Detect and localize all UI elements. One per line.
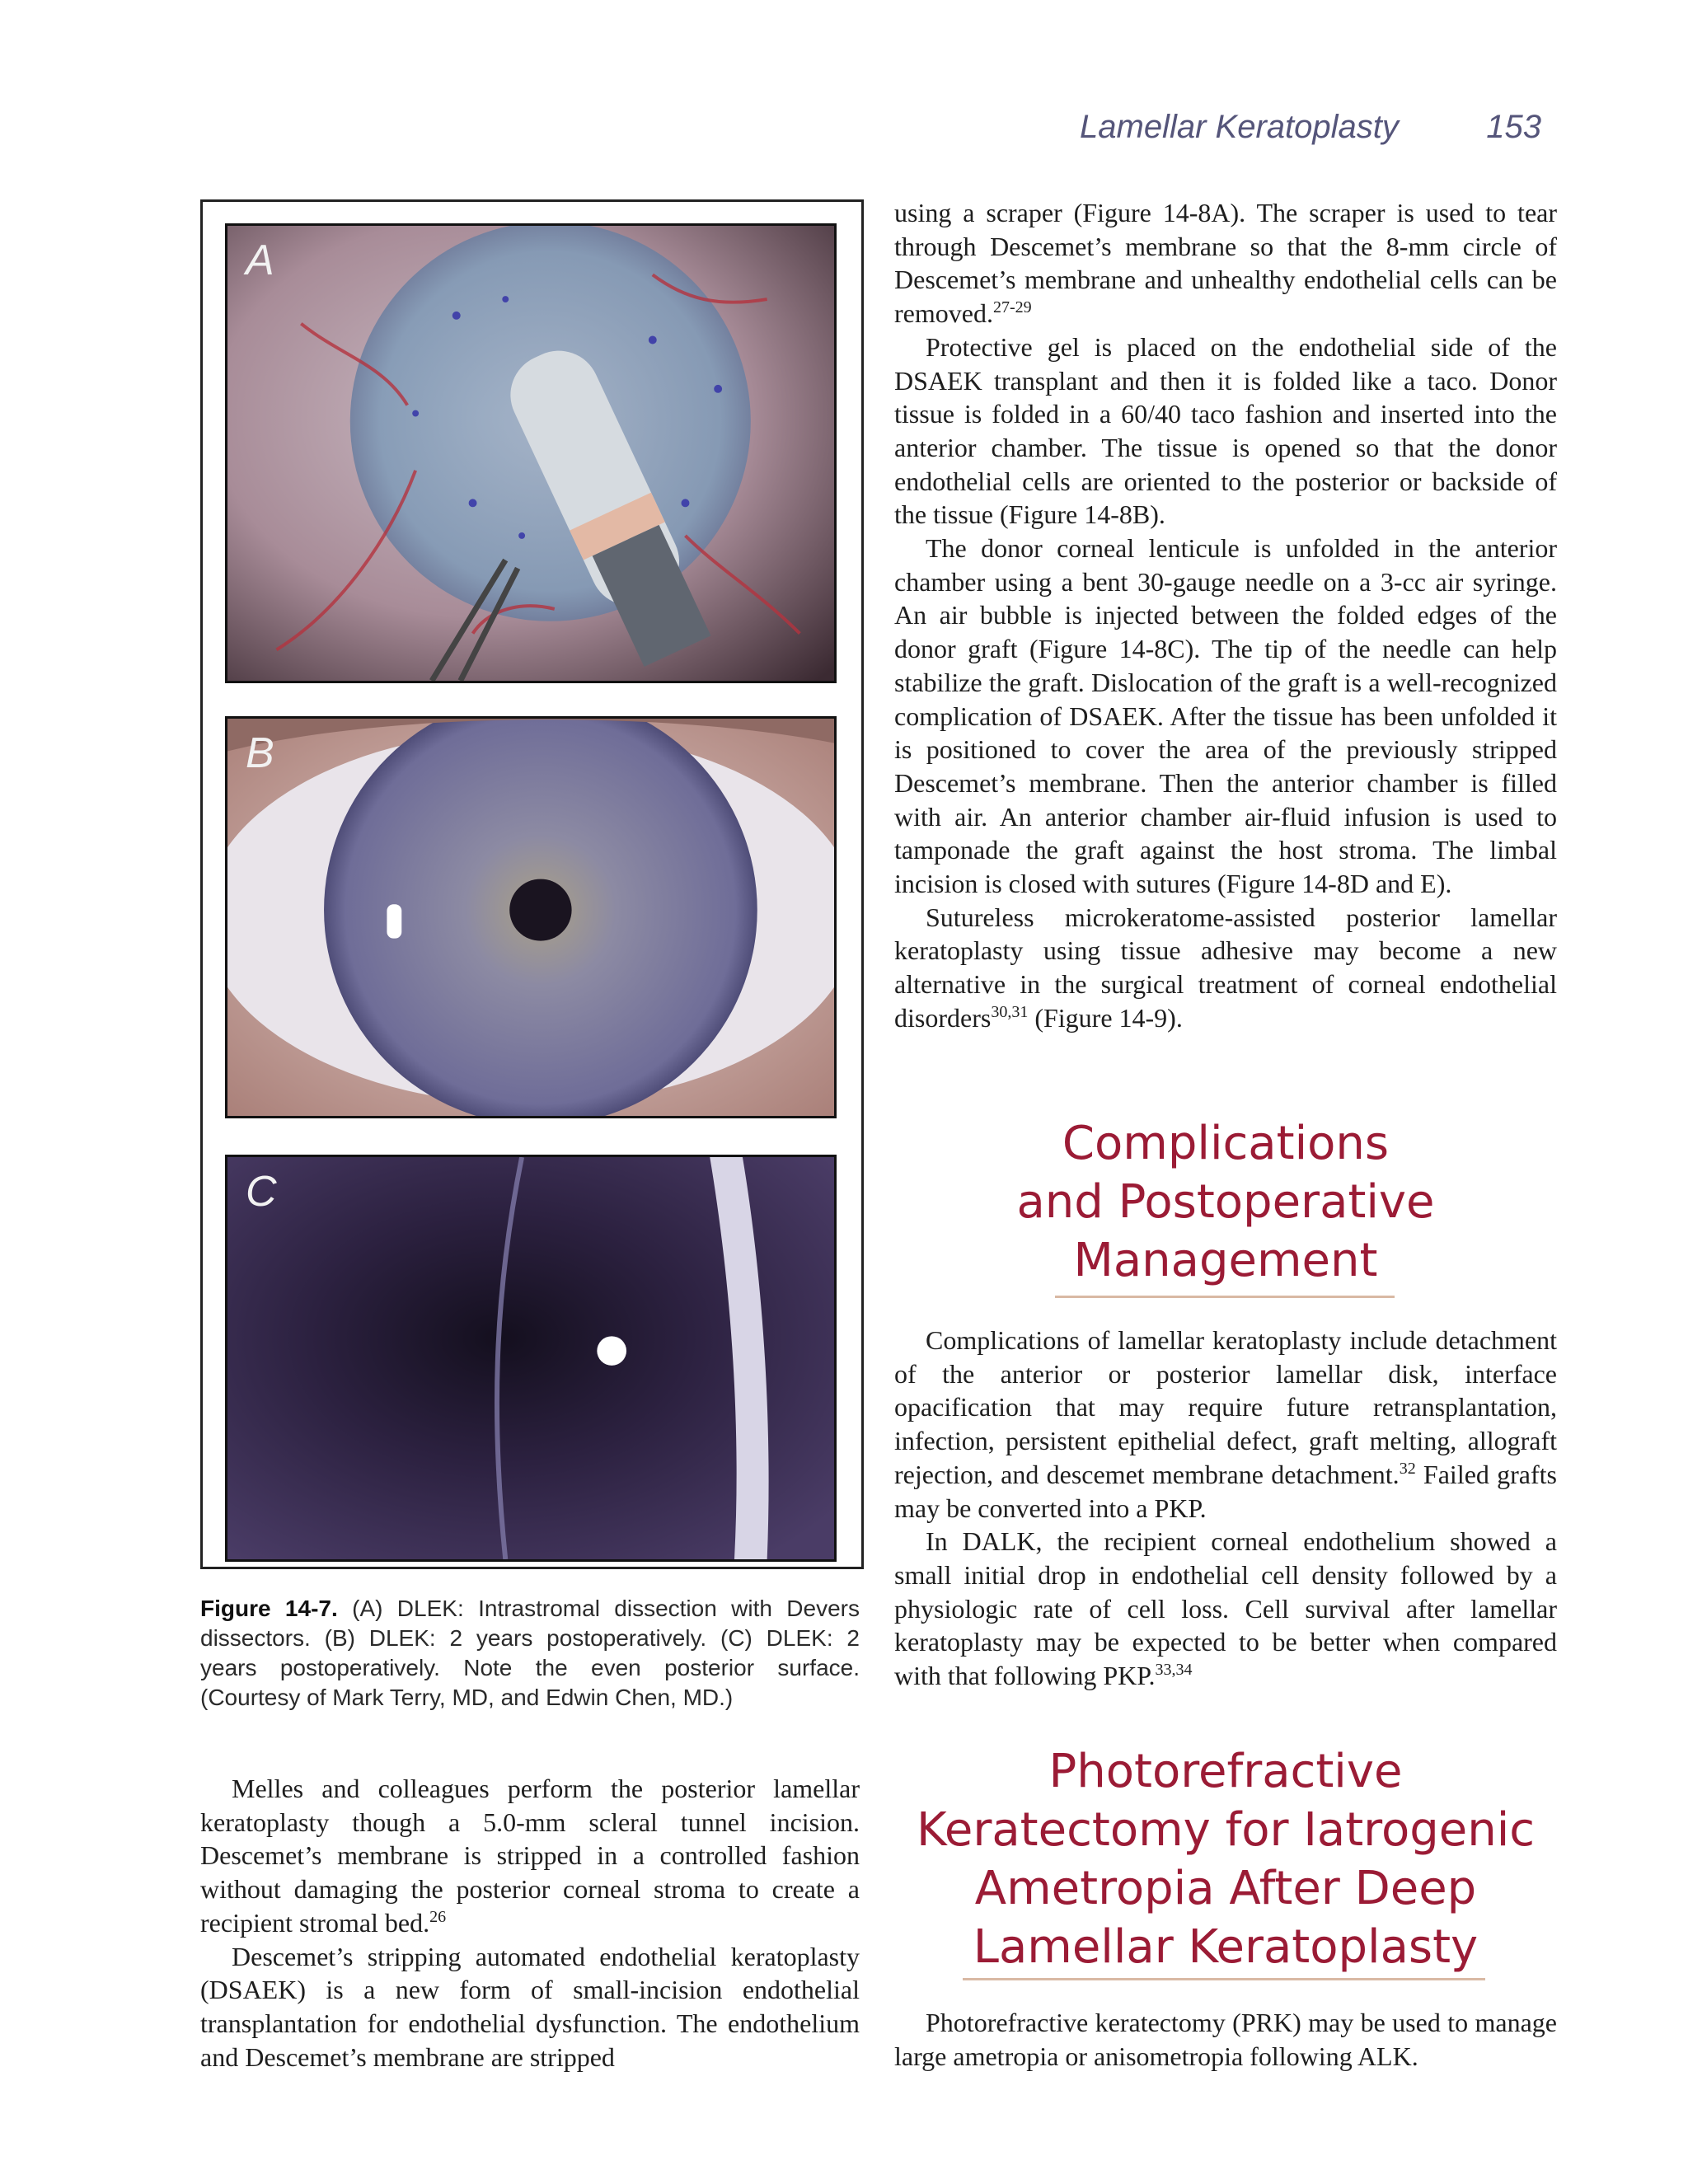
figure-panel-b-photo — [225, 716, 837, 1118]
heading-line: Lamellar Keratoplasty — [973, 1920, 1479, 1974]
heading-line: Ametropia After Deep — [974, 1862, 1477, 1915]
complications-text — [894, 1324, 1557, 1693]
heading-line: Complications — [1062, 1117, 1390, 1170]
heading-rule — [1055, 1296, 1395, 1298]
heading-line: Management — [1073, 1234, 1378, 1287]
prk-text — [894, 2006, 1557, 2073]
section-heading-prk — [894, 1742, 1557, 1976]
surgery-photo — [227, 226, 834, 681]
section-heading-complications — [894, 1114, 1557, 1290]
paragraph: Descemet’s stripping automated endothelial keratoplasty (DSAEK) is a new form of small-incision endothelial transplantation for endothelial dysfunction. The endothelium and Descemet’s membrane are stripped — [200, 1941, 860, 2072]
heading-rule — [963, 1978, 1485, 1980]
figure-14-7 — [200, 199, 864, 1569]
citation: 26 — [429, 1907, 447, 1926]
figure-caption — [200, 1594, 860, 1713]
eye-photo — [227, 719, 834, 1116]
figure-panel-a-photo — [225, 223, 837, 683]
citation: 30,31 — [991, 1002, 1029, 1021]
paragraph-text: (Figure 14-9). — [1028, 1002, 1183, 1033]
left-column-text — [200, 1772, 860, 2074]
paragraph — [894, 196, 1557, 330]
slit-lamp-photo — [227, 1157, 834, 1559]
paragraph-text: using a scraper (Figure 14-8A). The scraper is used to tear through Descemet’s membrane so that the 8-mm circle of Descemet’s membrane and unhealthy endothelial cells can be removed. — [894, 198, 1557, 329]
panel-label-a: A — [246, 237, 274, 284]
paragraph: The donor corneal lenticule is unfolded in the anterior chamber using a bent 30-gauge needle on a 3-cc air syringe. An air bubble is injected between the folded edges of the donor graft (Figure 14-8C). The tip of the needle can help stabilize the graft. Dislocation of the graft is a well-recognized complication of DSAEK. After the tissue has been unfolded it is positioned to cover the area of the previously stripped Descemet’s membrane. Then the anterior chamber is filled with air. An anterior chamber air-fluid infusion is used to tamponade the graft against the host stroma. The limbal incision is closed with sutures (Figure 14-8D and E). — [894, 533, 1557, 899]
figure-caption-label: Figure 14-7. — [200, 1596, 338, 1621]
paragraph-text: Complications of lamellar keratoplasty include detachment of the anterior or posterior lamellar disk, interface opacification that may require future retransplantation, infection, persistent epithelial defect, graft melting, allograft rejection, and descemet membrane detachment. — [894, 1325, 1557, 1489]
paragraph-text: Failed grafts may be converted into a PKP. — [894, 1459, 1558, 1523]
paragraph-text: Melles and colleagues perform the posterior lamellar keratoplasty though a 5.0-mm scleral tunnel incision. Descemet’s membrane is stripped in a controlled fashion without damaging the posterior corneal stroma to create a recipient stromal bed. — [200, 1774, 860, 1938]
citation: 33,34 — [1155, 1661, 1193, 1680]
heading-line: Photorefractive — [1048, 1745, 1403, 1798]
right-column-text — [894, 196, 1557, 1035]
citation: 32 — [1399, 1459, 1416, 1478]
paragraph-text: Sutureless microkeratome-assisted posterior lamellar keratoplasty using tissue adhesive may become a new alternative in the surgical treatment of corneal endothelial disorders — [894, 902, 1557, 1033]
citation: 27-29 — [992, 298, 1032, 317]
paragraph — [894, 901, 1557, 1035]
paragraph: Photorefractive keratectomy (PRK) may be used to manage large ametropia or anisometropia following ALK. — [894, 2008, 1557, 2071]
heading-line: Keratectomy for Iatrogenic — [916, 1803, 1536, 1857]
paragraph — [894, 1525, 1557, 1693]
page-number: 153 — [1486, 109, 1541, 145]
figure-caption-text: (A) DLEK: Intrastromal dissection with Devers dissectors. (B) DLEK: 2 years postoperatively. (C) DLEK: 2 years postoperatively. Note the even posterior surface. (Courtesy of Mark Terry, MD, and Edwin Chen, MD.) — [200, 1596, 860, 1710]
figure-panel-c-photo — [225, 1155, 837, 1562]
paragraph-text: In DALK, the recipient corneal endothelium showed a small initial drop in endothelial cell density followed by a physiologic rate of cell loss. Cell survival after lamellar keratoplasty may be expected to be better when compared with that following PKP. — [894, 1526, 1557, 1691]
panel-label-c: C — [246, 1168, 277, 1216]
paragraph: Protective gel is placed on the endothelial side of the DSAEK transplant and then it is folded like a taco. Donor tissue is folded in a 60/40 taco fashion and inserted into the anterior chamber. The tissue is opened so that the donor endothelial cells are oriented to the posterior or backside of the tissue (Figure 14-8B). — [894, 331, 1557, 530]
running-title: Lamellar Keratoplasty — [1080, 109, 1399, 145]
panel-label-b: B — [246, 729, 274, 777]
paragraph — [200, 1772, 860, 1940]
heading-line: and Postoperative — [1016, 1175, 1435, 1229]
running-head — [1080, 109, 1541, 146]
paragraph — [894, 1324, 1557, 1525]
